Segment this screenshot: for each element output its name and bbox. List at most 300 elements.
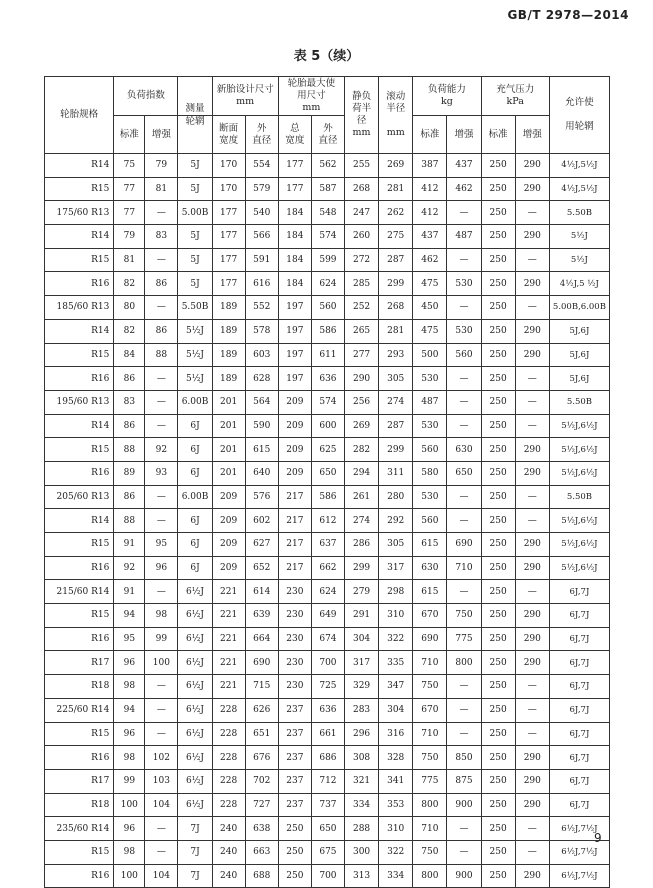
cell-capacity-std: 412: [413, 201, 447, 225]
cell-measuring-rim: 5½J: [178, 319, 212, 343]
cell-pressure-rf: —: [515, 367, 549, 391]
cell-load-index-rf: —: [145, 675, 178, 699]
cell-rolling-radius: 269: [379, 154, 413, 178]
table-row: [45, 864, 610, 888]
cell-static-radius: 308: [345, 746, 379, 770]
cell-max-outer-diameter: 650: [311, 817, 344, 841]
cell-max-outer-diameter: 562: [311, 154, 344, 178]
table-row: [45, 272, 610, 296]
cell-measuring-rim: 6½J: [178, 675, 212, 699]
cell-pressure-std: 250: [481, 840, 515, 864]
page-number: 9: [594, 831, 602, 845]
cell-pressure-std: 250: [481, 793, 515, 817]
header-outer-diameter: 外 直径: [245, 116, 278, 154]
cell-capacity-rf: —: [447, 367, 481, 391]
cell-total-width: 250: [278, 864, 311, 888]
cell-load-index-std: 100: [114, 793, 145, 817]
cell-load-index-std: 88: [114, 438, 145, 462]
cell-pressure-std: 250: [481, 769, 515, 793]
cell-static-radius: 279: [345, 580, 379, 604]
cell-total-width: 237: [278, 793, 311, 817]
cell-outer-diameter: 663: [245, 840, 278, 864]
cell-tire-spec: R17: [45, 651, 114, 675]
cell-section-width: 177: [212, 201, 245, 225]
cell-rolling-radius: 341: [379, 769, 413, 793]
cell-tire-spec: 195/60 R13: [45, 390, 114, 414]
cell-static-radius: 261: [345, 485, 379, 509]
table-row: [45, 438, 610, 462]
cell-total-width: 177: [278, 177, 311, 201]
cell-load-index-std: 94: [114, 604, 145, 628]
cell-load-index-std: 82: [114, 272, 145, 296]
cell-outer-diameter: 591: [245, 248, 278, 272]
cell-capacity-rf: 710: [447, 556, 481, 580]
cell-pressure-std: 250: [481, 367, 515, 391]
cell-static-radius: 296: [345, 722, 379, 746]
cell-pressure-rf: —: [515, 414, 549, 438]
cell-load-index-rf: 104: [145, 864, 178, 888]
cell-static-radius: 268: [345, 177, 379, 201]
cell-measuring-rim: 7J: [178, 817, 212, 841]
cell-permitted-rims: 5½J,6½J: [549, 438, 609, 462]
cell-pressure-rf: 290: [515, 864, 549, 888]
cell-outer-diameter: 602: [245, 509, 278, 533]
cell-rolling-radius: 335: [379, 651, 413, 675]
cell-max-outer-diameter: 612: [311, 509, 344, 533]
table-row: [45, 177, 610, 201]
cell-static-radius: 283: [345, 698, 379, 722]
cell-pressure-rf: —: [515, 817, 549, 841]
cell-measuring-rim: 6½J: [178, 627, 212, 651]
table-row: [45, 722, 610, 746]
cell-load-index-std: 99: [114, 769, 145, 793]
cell-max-outer-diameter: 636: [311, 367, 344, 391]
cell-max-outer-diameter: 560: [311, 296, 344, 320]
cell-max-outer-diameter: 611: [311, 343, 344, 367]
cell-section-width: 177: [212, 248, 245, 272]
cell-rolling-radius: 262: [379, 201, 413, 225]
cell-tire-spec: R16: [45, 627, 114, 651]
cell-load-index-rf: 95: [145, 533, 178, 557]
cell-load-index-std: 89: [114, 461, 145, 485]
cell-tire-spec: R15: [45, 438, 114, 462]
cell-capacity-rf: —: [447, 580, 481, 604]
cell-capacity-std: 462: [413, 248, 447, 272]
cell-capacity-std: 800: [413, 864, 447, 888]
cell-tire-spec: 225/60 R14: [45, 698, 114, 722]
header-total-width: 总 宽度: [278, 116, 311, 154]
cell-load-index-rf: —: [145, 698, 178, 722]
cell-max-outer-diameter: 712: [311, 769, 344, 793]
cell-outer-diameter: 651: [245, 722, 278, 746]
cell-permitted-rims: 6½J,7½J: [549, 817, 609, 841]
cell-load-index-rf: 81: [145, 177, 178, 201]
cell-static-radius: 277: [345, 343, 379, 367]
cell-static-radius: 286: [345, 533, 379, 557]
cell-capacity-rf: —: [447, 296, 481, 320]
cell-capacity-rf: —: [447, 390, 481, 414]
cell-rolling-radius: 310: [379, 604, 413, 628]
cell-outer-diameter: 616: [245, 272, 278, 296]
cell-tire-spec: R15: [45, 840, 114, 864]
cell-measuring-rim: 7J: [178, 840, 212, 864]
cell-rolling-radius: 287: [379, 248, 413, 272]
cell-load-index-std: 98: [114, 675, 145, 699]
cell-max-outer-diameter: 637: [311, 533, 344, 557]
cell-max-outer-diameter: 725: [311, 675, 344, 699]
cell-pressure-rf: 290: [515, 225, 549, 249]
cell-section-width: 240: [212, 864, 245, 888]
cell-total-width: 184: [278, 248, 311, 272]
cell-load-index-rf: —: [145, 580, 178, 604]
cell-total-width: 209: [278, 390, 311, 414]
cell-static-radius: 317: [345, 651, 379, 675]
cell-rolling-radius: 281: [379, 177, 413, 201]
cell-permitted-rims: 4½J,5½J: [549, 177, 609, 201]
cell-capacity-rf: —: [447, 675, 481, 699]
cell-rolling-radius: 274: [379, 390, 413, 414]
cell-permitted-rims: 5½J,6½J: [549, 556, 609, 580]
cell-measuring-rim: 6J: [178, 533, 212, 557]
cell-rolling-radius: 310: [379, 817, 413, 841]
cell-permitted-rims: 6J,7J: [549, 627, 609, 651]
cell-pressure-rf: 290: [515, 319, 549, 343]
cell-capacity-rf: 900: [447, 793, 481, 817]
cell-tire-spec: R16: [45, 556, 114, 580]
cell-tire-spec: R15: [45, 722, 114, 746]
cell-load-index-rf: 92: [145, 438, 178, 462]
cell-measuring-rim: 5J: [178, 272, 212, 296]
cell-max-outer-diameter: 574: [311, 390, 344, 414]
cell-tire-spec: R16: [45, 864, 114, 888]
cell-load-index-rf: —: [145, 722, 178, 746]
cell-section-width: 221: [212, 627, 245, 651]
table-row: [45, 390, 610, 414]
cell-permitted-rims: 4½J,5½J: [549, 154, 609, 178]
cell-total-width: 209: [278, 461, 311, 485]
cell-section-width: 228: [212, 698, 245, 722]
cell-static-radius: 321: [345, 769, 379, 793]
tire-spec-table: [44, 76, 610, 888]
cell-tire-spec: R14: [45, 319, 114, 343]
cell-rolling-radius: 347: [379, 675, 413, 699]
cell-tire-spec: R15: [45, 604, 114, 628]
cell-outer-diameter: 615: [245, 438, 278, 462]
cell-outer-diameter: 640: [245, 461, 278, 485]
cell-pressure-rf: 290: [515, 793, 549, 817]
cell-pressure-rf: —: [515, 722, 549, 746]
cell-capacity-rf: —: [447, 485, 481, 509]
cell-load-index-std: 80: [114, 296, 145, 320]
cell-pressure-std: 250: [481, 509, 515, 533]
cell-pressure-rf: 290: [515, 177, 549, 201]
cell-capacity-std: 530: [413, 485, 447, 509]
cell-permitted-rims: 5½J: [549, 225, 609, 249]
table-row: [45, 319, 610, 343]
cell-total-width: 250: [278, 840, 311, 864]
table-row: [45, 485, 610, 509]
cell-capacity-std: 580: [413, 461, 447, 485]
cell-measuring-rim: 5J: [178, 225, 212, 249]
cell-max-outer-diameter: 650: [311, 461, 344, 485]
cell-outer-diameter: 627: [245, 533, 278, 557]
cell-static-radius: 272: [345, 248, 379, 272]
cell-max-outer-diameter: 587: [311, 177, 344, 201]
cell-capacity-std: 560: [413, 509, 447, 533]
cell-total-width: 177: [278, 154, 311, 178]
cell-section-width: 221: [212, 604, 245, 628]
cell-pressure-std: 250: [481, 296, 515, 320]
cell-load-index-std: 86: [114, 414, 145, 438]
cell-max-outer-diameter: 625: [311, 438, 344, 462]
cell-pressure-rf: 290: [515, 746, 549, 770]
cell-permitted-rims: 6J,7J: [549, 604, 609, 628]
cell-capacity-std: 630: [413, 556, 447, 580]
cell-measuring-rim: 6½J: [178, 769, 212, 793]
cell-capacity-std: 615: [413, 533, 447, 557]
cell-pressure-rf: —: [515, 509, 549, 533]
cell-section-width: 228: [212, 722, 245, 746]
cell-pressure-rf: 290: [515, 438, 549, 462]
cell-load-index-std: 96: [114, 722, 145, 746]
cell-total-width: 209: [278, 438, 311, 462]
cell-permitted-rims: 5.50B: [549, 201, 609, 225]
cell-total-width: 197: [278, 343, 311, 367]
cell-load-index-std: 100: [114, 864, 145, 888]
cell-max-outer-diameter: 624: [311, 272, 344, 296]
header-new-tire-size: 新胎设计尺寸 mm: [212, 77, 278, 116]
cell-measuring-rim: 5½J: [178, 343, 212, 367]
cell-total-width: 230: [278, 604, 311, 628]
cell-rolling-radius: 311: [379, 461, 413, 485]
cell-measuring-rim: 6½J: [178, 698, 212, 722]
cell-total-width: 184: [278, 225, 311, 249]
cell-total-width: 230: [278, 627, 311, 651]
cell-max-outer-diameter: 674: [311, 627, 344, 651]
cell-capacity-rf: 750: [447, 604, 481, 628]
cell-max-outer-diameter: 662: [311, 556, 344, 580]
cell-total-width: 184: [278, 272, 311, 296]
cell-load-index-std: 81: [114, 248, 145, 272]
cell-measuring-rim: 6J: [178, 414, 212, 438]
cell-permitted-rims: 6J,7J: [549, 651, 609, 675]
cell-tire-spec: 215/60 R14: [45, 580, 114, 604]
cell-section-width: 201: [212, 438, 245, 462]
cell-section-width: 209: [212, 509, 245, 533]
cell-section-width: 209: [212, 556, 245, 580]
table-row: [45, 367, 610, 391]
cell-pressure-rf: —: [515, 201, 549, 225]
cell-pressure-rf: 290: [515, 604, 549, 628]
cell-max-outer-diameter: 737: [311, 793, 344, 817]
cell-load-index-rf: —: [145, 509, 178, 533]
cell-capacity-rf: 775: [447, 627, 481, 651]
cell-pressure-rf: —: [515, 485, 549, 509]
cell-section-width: 177: [212, 272, 245, 296]
cell-capacity-rf: 900: [447, 864, 481, 888]
cell-section-width: 170: [212, 154, 245, 178]
cell-pressure-std: 250: [481, 414, 515, 438]
cell-section-width: 201: [212, 414, 245, 438]
table-row: [45, 533, 610, 557]
cell-load-index-std: 94: [114, 698, 145, 722]
cell-load-index-rf: 86: [145, 319, 178, 343]
cell-load-index-rf: —: [145, 248, 178, 272]
header-section-width: 断面 宽度: [212, 116, 245, 154]
cell-permitted-rims: 6½J,7½J: [549, 840, 609, 864]
cell-pressure-rf: 290: [515, 343, 549, 367]
cell-permitted-rims: 5½J,6½J: [549, 461, 609, 485]
cell-pressure-std: 250: [481, 343, 515, 367]
table-row: [45, 248, 610, 272]
cell-section-width: 177: [212, 225, 245, 249]
cell-outer-diameter: 626: [245, 698, 278, 722]
cell-capacity-std: 412: [413, 177, 447, 201]
cell-tire-spec: R16: [45, 461, 114, 485]
cell-capacity-rf: —: [447, 509, 481, 533]
cell-max-outer-diameter: 586: [311, 485, 344, 509]
cell-pressure-std: 250: [481, 698, 515, 722]
cell-section-width: 170: [212, 177, 245, 201]
cell-pressure-std: 250: [481, 627, 515, 651]
cell-rolling-radius: 328: [379, 746, 413, 770]
cell-load-index-std: 82: [114, 319, 145, 343]
cell-rolling-radius: 317: [379, 556, 413, 580]
cell-rolling-radius: 305: [379, 533, 413, 557]
cell-rolling-radius: 322: [379, 840, 413, 864]
cell-capacity-rf: 530: [447, 272, 481, 296]
cell-pressure-rf: —: [515, 675, 549, 699]
cell-pressure-std: 250: [481, 438, 515, 462]
cell-static-radius: 300: [345, 840, 379, 864]
cell-rolling-radius: 275: [379, 225, 413, 249]
cell-measuring-rim: 5.50B: [178, 296, 212, 320]
cell-capacity-rf: 530: [447, 319, 481, 343]
cell-max-outer-diameter: 700: [311, 864, 344, 888]
cell-measuring-rim: 5½J: [178, 367, 212, 391]
header-load-index-rf: 增强: [145, 116, 178, 154]
cell-capacity-std: 487: [413, 390, 447, 414]
cell-load-index-std: 98: [114, 840, 145, 864]
cell-measuring-rim: 6½J: [178, 580, 212, 604]
cell-static-radius: 285: [345, 272, 379, 296]
cell-measuring-rim: 6.00B: [178, 390, 212, 414]
cell-pressure-rf: —: [515, 296, 549, 320]
cell-outer-diameter: 638: [245, 817, 278, 841]
cell-section-width: 189: [212, 343, 245, 367]
table-row: [45, 675, 610, 699]
cell-outer-diameter: 590: [245, 414, 278, 438]
cell-rolling-radius: 299: [379, 438, 413, 462]
cell-total-width: 184: [278, 201, 311, 225]
cell-permitted-rims: 6J,7J: [549, 580, 609, 604]
cell-capacity-rf: 650: [447, 461, 481, 485]
cell-static-radius: 290: [345, 367, 379, 391]
cell-max-outer-diameter: 636: [311, 698, 344, 722]
cell-total-width: 197: [278, 367, 311, 391]
table-row: [45, 201, 610, 225]
header-capacity-std: 标准: [413, 116, 447, 154]
cell-static-radius: 294: [345, 461, 379, 485]
cell-pressure-std: 250: [481, 248, 515, 272]
cell-outer-diameter: 603: [245, 343, 278, 367]
cell-tire-spec: 185/60 R13: [45, 296, 114, 320]
header-max-outer-diameter: 外 直径: [311, 116, 344, 154]
table-row: [45, 651, 610, 675]
cell-pressure-std: 250: [481, 533, 515, 557]
cell-tire-spec: R15: [45, 343, 114, 367]
cell-section-width: 240: [212, 840, 245, 864]
cell-capacity-std: 800: [413, 793, 447, 817]
cell-permitted-rims: 5.00B,6.00B: [549, 296, 609, 320]
cell-total-width: 230: [278, 580, 311, 604]
header-tire-spec: 轮胎规格: [45, 77, 114, 154]
cell-load-index-rf: 103: [145, 769, 178, 793]
cell-permitted-rims: 5½J,6½J: [549, 533, 609, 557]
cell-static-radius: 288: [345, 817, 379, 841]
cell-load-index-std: 75: [114, 154, 145, 178]
cell-tire-spec: R18: [45, 675, 114, 699]
table-row: [45, 627, 610, 651]
cell-outer-diameter: 676: [245, 746, 278, 770]
cell-pressure-std: 250: [481, 675, 515, 699]
cell-load-index-rf: —: [145, 817, 178, 841]
cell-permitted-rims: 5J,6J: [549, 319, 609, 343]
cell-outer-diameter: 540: [245, 201, 278, 225]
cell-pressure-std: 250: [481, 201, 515, 225]
cell-load-index-std: 77: [114, 177, 145, 201]
cell-total-width: 250: [278, 817, 311, 841]
cell-total-width: 237: [278, 698, 311, 722]
header-rolling-radius: 滚动 半径 mm: [379, 77, 413, 154]
header-static-radius: 静负 荷半 径 mm: [345, 77, 379, 154]
header-measuring-rim-2: 轮辋: [178, 116, 212, 154]
cell-permitted-rims: 6J,7J: [549, 698, 609, 722]
cell-pressure-std: 250: [481, 556, 515, 580]
table-row: [45, 154, 610, 178]
cell-permitted-rims: 5J,6J: [549, 343, 609, 367]
header-pressure-std: 标准: [481, 116, 515, 154]
cell-measuring-rim: 6.00B: [178, 485, 212, 509]
table-row: [45, 604, 610, 628]
cell-pressure-rf: 290: [515, 556, 549, 580]
cell-capacity-std: 530: [413, 414, 447, 438]
cell-outer-diameter: 628: [245, 367, 278, 391]
cell-section-width: 221: [212, 675, 245, 699]
table-row: [45, 225, 610, 249]
cell-rolling-radius: 334: [379, 864, 413, 888]
cell-rolling-radius: 293: [379, 343, 413, 367]
cell-load-index-rf: 102: [145, 746, 178, 770]
cell-measuring-rim: 5.00B: [178, 201, 212, 225]
cell-rolling-radius: 305: [379, 367, 413, 391]
cell-static-radius: 274: [345, 509, 379, 533]
cell-total-width: 217: [278, 485, 311, 509]
cell-static-radius: 255: [345, 154, 379, 178]
table-row: [45, 817, 610, 841]
cell-measuring-rim: 5J: [178, 177, 212, 201]
header-capacity-rf: 增强: [447, 116, 481, 154]
cell-static-radius: 265: [345, 319, 379, 343]
cell-permitted-rims: 5½J,6½J: [549, 414, 609, 438]
cell-static-radius: 256: [345, 390, 379, 414]
cell-tire-spec: R18: [45, 793, 114, 817]
cell-load-index-std: 77: [114, 201, 145, 225]
cell-total-width: 209: [278, 414, 311, 438]
cell-max-outer-diameter: 599: [311, 248, 344, 272]
cell-tire-spec: 235/60 R14: [45, 817, 114, 841]
cell-load-index-std: 86: [114, 485, 145, 509]
